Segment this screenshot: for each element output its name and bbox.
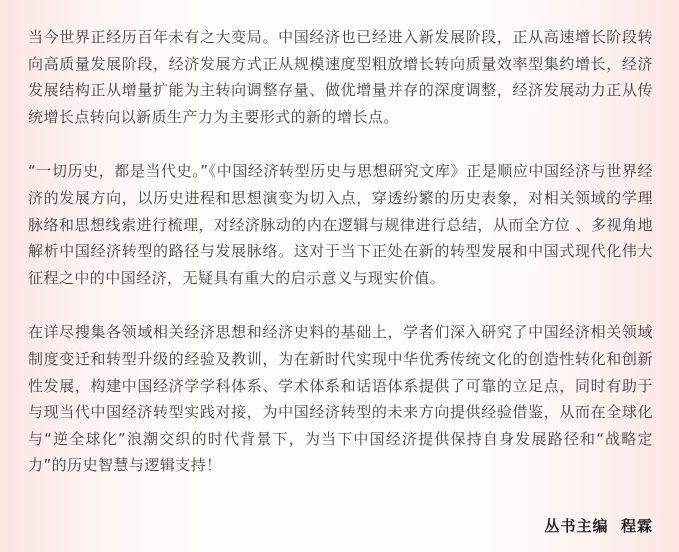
paragraph-1: 当今世界正经历百年未有之大变局。中国经济也已经进入新发展阶段，正从高速增长阶段转向高质量发展阶段，经济发展方式正从规模速度型粗放增长转向质量效率型集约增长，经济发展结构正从增量扩能为主转向调整存量、做优增量并存的深度调整，经济发展动力正从传统增长点转向以新质生产力为主要形式的新的增长点。 (28, 28, 653, 126)
editor-signature: 丛书主编 程霖 (544, 517, 653, 535)
paragraph-2: “一切历史，都是当代史。”《中国经济转型历史与思想研究文库》正是顺应中国经济与世界经济的发展方向，以历史进程和思想演变为切入点，穿透纷繁的历史表象，对相关领域的学理脉络和思想线索进行梳理，对经济脉动的内在逻辑与规律进行总结，从而全方位 、多视角地解析中国经济转型的路径与发展脉络。这对于当下正处在新的转型发展和中国式现代化伟大征程之中的中国经济，无疑具有重大的启示意义与现实价值。 (28, 162, 653, 287)
paragraph-3: 在详尽搜集各领域相关经济思想和经济史料的基础上，学者们深入研究了中国经济相关领域制度变迁和转型升级的经验及教训，为在新时代实现中华优秀传统文化的创造性转化和创新性发展，构建中国经济学学科体系、学术体系和话语体系提供了可靠的立足点，同时有助于与现当代中国经济转型实践对接，为中国经济转型的未来方向提供经验借鉴，从而在全球化与“逆全球化”浪潮交织的时代背景下，为当下中国经济提供保持自身发展路径和“战略定力”的历史智慧与逻辑支持！ (28, 323, 653, 475)
